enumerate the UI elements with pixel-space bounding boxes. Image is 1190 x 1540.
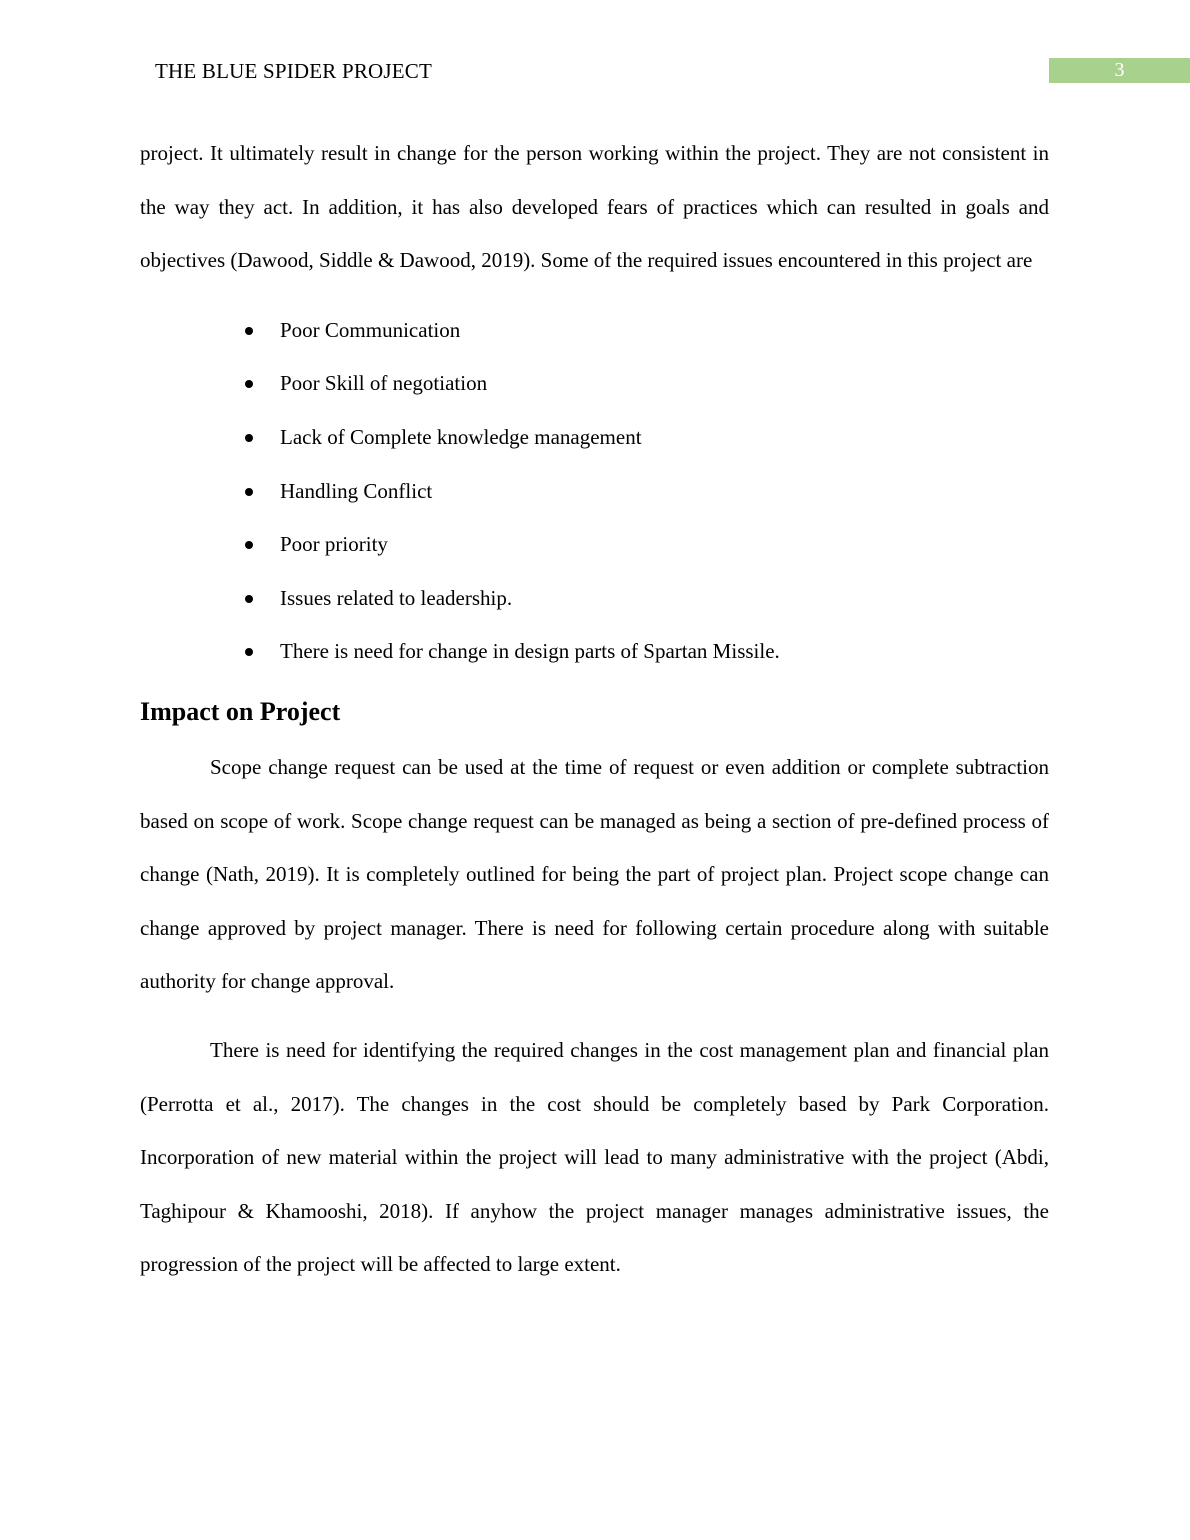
list-item [140,625,1049,679]
running-header-title: THE BLUE SPIDER PROJECT [155,59,433,83]
list-item-text: Issues related to leadership. [280,585,513,610]
bullet-icon [245,595,253,603]
list-item [140,411,1049,465]
bullet-icon [245,488,253,496]
page-number: 3 [1049,58,1190,83]
list-item-text: Handling Conflict [280,478,433,503]
list-item-text: Poor Skill of negotiation [280,371,488,396]
section-heading: Impact on Project [140,696,341,726]
list-item [140,572,1049,626]
bullet-icon [245,648,253,656]
bullet-icon [245,327,253,335]
list-item [140,518,1049,572]
list-item-text: Lack of Complete knowledge management [280,424,642,449]
list-item [140,465,1049,519]
intro-paragraph: project. It ultimately result in change for the person working within the project. They are not consistent in the way they act. In addition, it has also developed fears of practices which can resulted in goals and objectives (Dawood, Siddle & Dawood, 2019). Some of the required issues encountered in this project are [140,141,1049,273]
bullet-icon [245,434,253,442]
list-item-text: Poor Communication [280,317,461,342]
body-paragraph: Scope change request can be used at the time of request or even addition or complete subtraction based on scope of work. Scope change request can be managed as being a section of pre-defined process of change (Nath, 2019). It is completely outlined for being the part of project plan. Project scope change can change approved by project manager. There is need for following certain procedure along with suitable authority for change approval. [140,754,1049,994]
spacer [140,1009,1049,1024]
list-item [140,357,1049,411]
body-paragraph: There is need for identifying the required changes in the cost management plan and financial plan (Perrotta et al., 2017). The changes in the cost should be completely based by Park Corporation. Incorporation of new material within the project will lead to many administrative with the project (Abdi, Taghipour & Khamooshi, 2018). If anyhow the project manager manages administrative issues, the progression of the project will be affected to large extent. [140,1037,1049,1277]
bullet-icon [245,541,253,549]
list-item-text: Poor priority [280,532,388,557]
bullet-icon [245,380,253,388]
list-item [140,304,1049,358]
document-body [140,127,1049,1292]
issues-list [140,304,1049,679]
list-item-text: There is need for change in design parts of Spartan Missile. [280,639,780,664]
